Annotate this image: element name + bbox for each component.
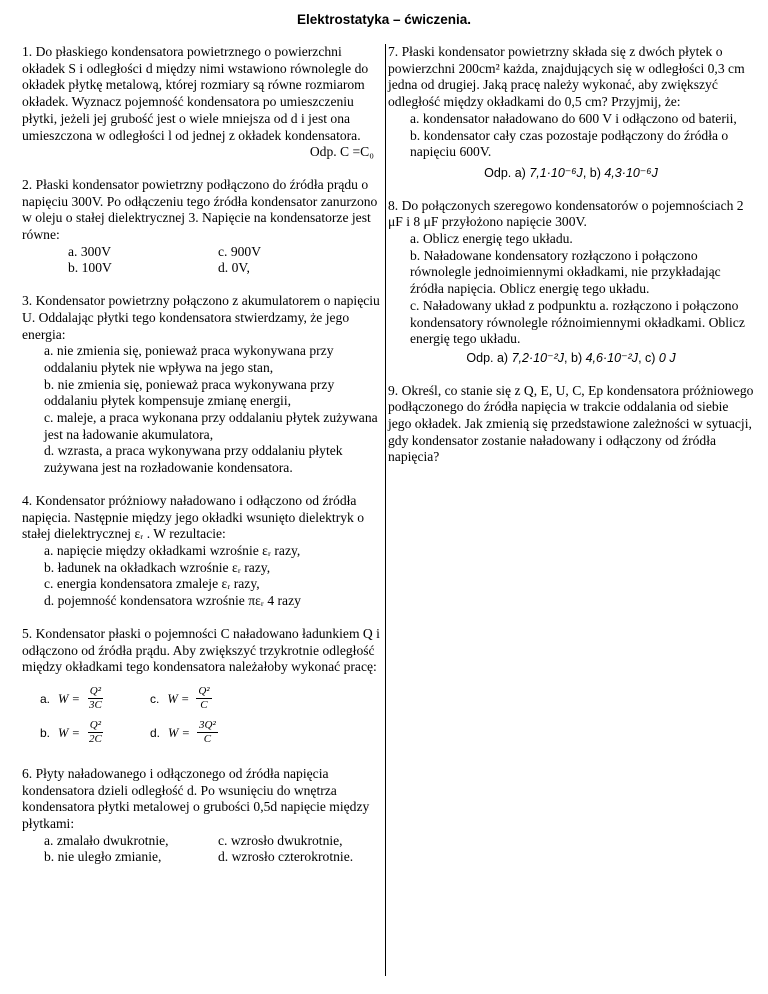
question-4-option-d: d. pojemność kondensatora wzrośnie πεᵣ 4 razy	[44, 593, 301, 609]
question-2-option-a: a. 300V	[68, 243, 112, 259]
question-5-option-c: c. W = $\frac{\text{Q²}}{C}$	[150, 685, 210, 712]
question-9-text: 9. Określ, co stanie się z Q, E, U, C, Ep kondensatora próżniowego podłączonego do źródła napięcia w trakcie oddalania od siebie jego okładek. Jak zmienią się przedstawione zależności w sytuacji, gdy kondensator zostanie naładowany i odłączony od źródła napięcia?	[388, 382, 754, 465]
column-divider	[385, 44, 386, 976]
question-9	[388, 383, 754, 467]
question-4-option-c: c. energia kondensatora zmaleje εᵣ razy,	[44, 576, 260, 592]
question-2	[22, 177, 384, 277]
page-title: Elektrostatyka – ćwiczenia.	[296, 12, 472, 27]
question-2-option-b: b. 100V	[68, 260, 112, 276]
question-3	[22, 293, 384, 477]
question-8-text: 8. Do połączonych szeregowo kondensatorów o pojemnościach 2 μF i 8 μF przyłożono napięcie 300V.	[388, 197, 744, 230]
question-7-answer: Odp. a) 7,1·10⁻⁶J, b) 4,3·10⁻⁶J	[484, 165, 658, 180]
question-3-option-d: d. wzrasta, a praca wykonywana przy oddalaniu płytek zużywana jest na rozładowanie kondensatora.	[44, 443, 343, 476]
question-2-option-c: c. 900V	[218, 243, 262, 259]
right-column	[388, 44, 754, 466]
question-5-option-d: d. W = $\frac{\text{3Q²}}{C}$	[150, 719, 216, 746]
question-4-option-a: a. napięcie między okładkami wzrośnie εᵣ razy,	[44, 542, 301, 558]
question-8-option-c: c. Naładowany układ z podpunktu a. rozłączono i połączono kondensatory równolegle różnoimiennymi okładkami. Oblicz energię tego układu.	[410, 297, 745, 347]
question-7	[388, 44, 754, 182]
question-7-text: 7. Płaski kondensator powietrzny składa się z dwóch płytek o powierzchni 200cm² każda, znajdujących się w odległości 0,3 cm jedna od drugiej. Jaką pracę należy wykonać, aby zwiększyć odległość między okładkami do 0,5 cm? Przyjmij, że:	[388, 44, 745, 110]
question-3-option-b: b. nie zmienia się, ponieważ praca wykonywana przy oddalaniu płytek kompensuje zmianę energii,	[44, 376, 335, 409]
question-5	[22, 626, 384, 750]
question-1-answer: Odp. C =C₀	[309, 144, 374, 160]
question-5-option-a: a. W = $\frac{\text{Q²}}{3C}$	[40, 685, 102, 712]
question-8-answer: Odp. a) 7,2·10⁻²J, b) 4,6·10⁻²J, c) 0 J	[466, 350, 676, 365]
question-7-option-b: b. kondensator cały czas pozostaje podłączony do źródła o napięciu 600V.	[410, 127, 729, 160]
question-1-text: 1. Do płaskiego kondensatora powietrznego o powierzchni okładek S i odległości d między nimi wstawiono równolegle do okładek płytkę metalową, której rozmiary są równe rozmiarom okładek. Wyznacz pojemność kondensatora po umieszczeniu płytki, jeżeli jej grubość jest o wiele mniejsza od d i jest ona umieszczona w odległości l od jednej z okładek kondensatora.	[22, 44, 369, 143]
question-4-text: 4. Kondensator próżniowy naładowano i odłączono od źródła napięcia. Następnie między jego okładki wsunięto dielektryk o stałej dielektrycznej εᵣ . W rezultacie:	[22, 492, 365, 542]
question-8-option-b: b. Naładowane kondensatory rozłączono i połączono równolegle jednoimiennymi okładkami, nie przykładając źródła napięcia. Oblicz energię tego układu.	[410, 247, 721, 297]
question-2-text: 2. Płaski kondensator powietrzny podłączono do źródła prądu o napięciu 300V. Po odłączeniu tego źródła kondensator zanurzono w oleju o stałej dielektrycznej 3. Napięcie na kondensatorze jest równe:	[22, 176, 378, 243]
question-7-option-a: a. kondensator naładowano do 600 V i odłączono od baterii,	[410, 110, 737, 126]
question-4-option-b: b. ładunek na okładkach wzrośnie εᵣ razy,	[44, 559, 271, 575]
question-6-option-a: a. zmalało dwukrotnie,	[44, 832, 169, 848]
question-5-option-b: b. W = $\frac{\text{Q²}}{2C}$	[40, 719, 102, 746]
question-6-option-c: c. wzrosło dwukrotnie,	[218, 832, 343, 848]
question-6-option-b: b. nie uległo zmianie,	[44, 849, 162, 865]
question-8-option-a: a. Oblicz energię tego układu.	[410, 231, 573, 247]
question-2-option-d: d. 0V,	[218, 260, 250, 276]
question-3-text: 3. Kondensator powietrzny połączono z akumulatorem o napięciu U. Oddalając płytki tego kondensatora stwierdzamy, że jego energia:	[22, 293, 380, 342]
question-6-text: 6. Płyty naładowanego i odłączonego od źródła napięcia kondensatora dzieli odległość d. Po wsunięciu do wnętrza kondensatora płytki metalowej o grubości 0,5d napięcie między płytkami:	[22, 765, 370, 832]
question-3-option-c: c. maleje, a praca wykonana przy oddalaniu płytek zużywana jest na ładowanie akumulatora,	[44, 410, 378, 442]
question-6-option-d: d. wzrosło czterokrotnie.	[218, 849, 354, 865]
left-column	[22, 44, 384, 866]
question-1	[22, 44, 384, 161]
question-8	[388, 198, 754, 367]
question-5-formulas	[22, 682, 384, 750]
question-5-text: 5. Kondensator płaski o pojemności C naładowano ładunkiem Q i odłączono od źródła prądu. Aby zwiększyć trzykrotnie odległość między okładkami tego kondensatora należałoby wykonać pracę:	[22, 625, 380, 675]
question-6	[22, 766, 384, 866]
question-4	[22, 493, 384, 610]
question-3-option-a: a. nie zmienia się, ponieważ praca wykonywana przy oddalaniu płytek nie wpływa na jego stan,	[44, 343, 334, 375]
